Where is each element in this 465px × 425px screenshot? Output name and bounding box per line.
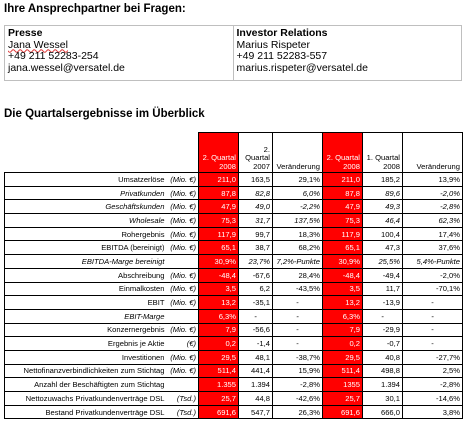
value-cell: 38,7: [239, 241, 273, 255]
value-cell: 137,5%: [273, 214, 323, 228]
table-row: [5, 200, 463, 214]
row-unit: (Mio. €): [167, 350, 199, 364]
value-cell: -: [273, 309, 323, 323]
column-header: 1. Quartal 2008: [363, 133, 403, 173]
value-cell: 49,3: [363, 200, 403, 214]
contact-email[interactable]: jana.wessel@versatel.de: [8, 61, 125, 74]
value-cell: -56,6: [239, 323, 273, 337]
value-cell: 87,8: [323, 186, 363, 200]
contact-email[interactable]: marius.rispeter@versatel.de: [236, 61, 368, 74]
value-cell: -: [363, 309, 403, 323]
table-row: [5, 173, 463, 187]
ir-contact: [233, 26, 462, 81]
row-label: EBITDA (bereinigt): [5, 241, 167, 255]
value-cell: -2,2%: [273, 200, 323, 214]
value-cell: 65,1: [199, 241, 239, 255]
value-cell: 7,2%-Punkte: [273, 255, 323, 269]
contact-phone: +49 211 52283-254: [8, 50, 99, 62]
row-label: EBIT-Marge: [5, 309, 167, 323]
value-cell: 49,0: [239, 200, 273, 214]
value-cell: 6,3%: [323, 309, 363, 323]
row-label: Nettofinanzverbindlichkeiten zum Stichtag: [5, 364, 167, 378]
value-cell: 87,8: [199, 186, 239, 200]
value-cell: -2,0%: [403, 186, 463, 200]
value-cell: 68,2%: [273, 241, 323, 255]
value-cell: 100,4: [363, 227, 403, 241]
row-unit: (Mio. €): [167, 323, 199, 337]
row-unit: (€): [167, 337, 199, 351]
value-cell: 117,9: [199, 227, 239, 241]
value-cell: -2,0%: [403, 268, 463, 282]
row-unit: (Mio. €): [167, 282, 199, 296]
value-cell: 13,9%: [403, 173, 463, 187]
table-row: [5, 364, 463, 378]
value-cell: 13,2: [323, 296, 363, 310]
value-cell: 82,8: [239, 186, 273, 200]
value-cell: 46,4: [363, 214, 403, 228]
value-cell: 47,3: [363, 241, 403, 255]
value-cell: 13,2: [199, 296, 239, 310]
value-cell: 62,3%: [403, 214, 463, 228]
contacts-table: [4, 25, 462, 81]
value-cell: 0,2: [199, 337, 239, 351]
value-cell: 29,5: [323, 350, 363, 364]
value-cell: 7,9: [199, 323, 239, 337]
row-unit: (Mio. €): [167, 214, 199, 228]
column-header: 2. Quartal 2007: [239, 133, 273, 173]
table-row: [5, 378, 463, 392]
value-cell: 17,4%: [403, 227, 463, 241]
row-unit: (Mio. €): [167, 173, 199, 187]
value-cell: 25,7: [199, 392, 239, 406]
value-cell: 30,1: [363, 392, 403, 406]
row-unit: (Mio. €): [167, 200, 199, 214]
value-cell: 666,0: [363, 405, 403, 419]
row-label: Rohergebnis: [5, 227, 167, 241]
value-cell: -48,4: [199, 268, 239, 282]
value-cell: 44,8: [239, 392, 273, 406]
value-cell: -: [273, 337, 323, 351]
row-label: Nettozuwachs Privatkundenverträge DSL: [5, 392, 167, 406]
value-cell: -: [403, 309, 463, 323]
press-contact: [5, 26, 234, 81]
row-unit: [167, 309, 199, 323]
value-cell: 15,9%: [273, 364, 323, 378]
value-cell: 29,5: [199, 350, 239, 364]
value-cell: -49,4: [363, 268, 403, 282]
value-cell: 29,1%: [273, 173, 323, 187]
contact-name: Marius Rispeter: [236, 38, 311, 51]
row-label: Privatkunden: [5, 186, 167, 200]
column-header: 2. Quartal 2008: [199, 133, 239, 173]
value-cell: 185,2: [363, 173, 403, 187]
value-cell: 7,9: [323, 323, 363, 337]
value-cell: 211,0: [323, 173, 363, 187]
value-cell: -0,7: [363, 337, 403, 351]
value-cell: -42,6%: [273, 392, 323, 406]
value-cell: -2,8%: [403, 200, 463, 214]
value-cell: -2,8%: [273, 378, 323, 392]
value-cell: 1.355: [199, 378, 239, 392]
value-cell: -38,7%: [273, 350, 323, 364]
value-cell: -67,6: [239, 268, 273, 282]
value-cell: 65,1: [323, 241, 363, 255]
quarterly-results-table: [4, 132, 463, 419]
value-cell: -: [403, 337, 463, 351]
value-cell: 26,3%: [273, 405, 323, 419]
row-label: Bestand Privatkundenverträge DSL: [5, 405, 167, 419]
table-row: [5, 405, 463, 419]
table-row: [5, 392, 463, 406]
value-cell: 3,8%: [403, 405, 463, 419]
value-cell: 441,4: [239, 364, 273, 378]
contacts-heading: Ihre Ansprechpartner bei Fragen:: [4, 3, 186, 15]
value-cell: 89,6: [363, 186, 403, 200]
value-cell: 99,7: [239, 227, 273, 241]
value-cell: 3,5: [199, 282, 239, 296]
contact-title: Presse: [8, 27, 43, 39]
value-cell: 23,7%: [239, 255, 273, 269]
value-cell: 37,6%: [403, 241, 463, 255]
table-row: [5, 337, 463, 351]
results-heading: Die Quartalsergebnisse im Überblick: [4, 108, 205, 120]
value-cell: -70,1%: [403, 282, 463, 296]
value-cell: 6,2: [239, 282, 273, 296]
value-cell: 6,0%: [273, 186, 323, 200]
row-label: EBIT: [5, 296, 167, 310]
table-row: [5, 268, 463, 282]
value-cell: 0,2: [323, 337, 363, 351]
value-cell: 28,4%: [273, 268, 323, 282]
value-cell: 3,5: [323, 282, 363, 296]
value-cell: 31,7: [239, 214, 273, 228]
value-cell: 40,8: [363, 350, 403, 364]
value-cell: 511,4: [323, 364, 363, 378]
table-row: [5, 255, 463, 269]
value-cell: 117,9: [323, 227, 363, 241]
value-cell: 498,8: [363, 364, 403, 378]
value-cell: 691,6: [199, 405, 239, 419]
value-cell: 163,5: [239, 173, 273, 187]
value-cell: 75,3: [199, 214, 239, 228]
row-unit: [167, 255, 199, 269]
value-cell: 30,9%: [199, 255, 239, 269]
value-cell: 25,7: [323, 392, 363, 406]
column-header: Veränderung: [273, 133, 323, 173]
value-cell: 6,3%: [199, 309, 239, 323]
table-row: [5, 214, 463, 228]
table-row: [5, 350, 463, 364]
table-row: [5, 309, 463, 323]
value-cell: 30,9%: [323, 255, 363, 269]
row-label: Geschäftskunden: [5, 200, 167, 214]
row-unit: (Mio. €): [167, 227, 199, 241]
row-label: Wholesale: [5, 214, 167, 228]
value-cell: -14,6%: [403, 392, 463, 406]
row-unit: (Mio. €): [167, 364, 199, 378]
value-cell: 211,0: [199, 173, 239, 187]
row-label: Abschreibung: [5, 268, 167, 282]
table-row: [5, 241, 463, 255]
value-cell: -13,9: [363, 296, 403, 310]
value-cell: -29,9: [363, 323, 403, 337]
value-cell: 47,9: [323, 200, 363, 214]
row-label: Umsatzerlöse: [5, 173, 167, 187]
value-cell: -: [403, 323, 463, 337]
value-cell: 47,9: [199, 200, 239, 214]
table-row: [5, 323, 463, 337]
row-label: EBITDA-Marge bereinigt: [5, 255, 167, 269]
value-cell: 547,7: [239, 405, 273, 419]
value-cell: -: [273, 296, 323, 310]
contact-name-text: Jana Wessel: [8, 38, 68, 51]
value-cell: 25,5%: [363, 255, 403, 269]
column-header: Veränderung: [403, 133, 463, 173]
value-cell: -: [403, 296, 463, 310]
row-label: Einmalkosten: [5, 282, 167, 296]
value-cell: 18,3%: [273, 227, 323, 241]
value-cell: 2,5%: [403, 364, 463, 378]
row-unit: (Tsd.): [167, 392, 199, 406]
row-unit: (Mio. €): [167, 241, 199, 255]
value-cell: 11,7: [363, 282, 403, 296]
value-cell: 5,4%-Punkte: [403, 255, 463, 269]
contact-title: Investor Relations: [236, 27, 328, 39]
value-cell: 48,1: [239, 350, 273, 364]
table-row: [5, 186, 463, 200]
header-blank-cell: [5, 133, 199, 173]
table-row: [5, 296, 463, 310]
row-unit: (Mio. €): [167, 268, 199, 282]
row-unit: (Tsd.): [167, 405, 199, 419]
row-label: Ergebnis je Aktie: [5, 337, 167, 351]
value-cell: 1.394: [363, 378, 403, 392]
value-cell: -: [273, 323, 323, 337]
value-cell: -43,5%: [273, 282, 323, 296]
value-cell: 691,6: [323, 405, 363, 419]
table-row: [5, 227, 463, 241]
value-cell: 75,3: [323, 214, 363, 228]
table-header-row: [5, 133, 463, 173]
value-cell: -2,8%: [403, 378, 463, 392]
row-unit: (Mio. €): [167, 296, 199, 310]
column-header: 2. Quartal 2008: [323, 133, 363, 173]
value-cell: -35,1: [239, 296, 273, 310]
value-cell: 511,4: [199, 364, 239, 378]
row-label: Anzahl der Beschäftigten zum Stichtag: [5, 378, 167, 392]
contact-phone: +49 211 52283-557: [236, 50, 328, 62]
value-cell: -27,7%: [403, 350, 463, 364]
row-unit: [167, 378, 199, 392]
value-cell: -: [239, 309, 273, 323]
row-label: Investitionen: [5, 350, 167, 364]
value-cell: 1.394: [239, 378, 273, 392]
row-unit: (Mio. €): [167, 186, 199, 200]
value-cell: 1355: [323, 378, 363, 392]
value-cell: -1,4: [239, 337, 273, 351]
row-label: Konzernergebnis: [5, 323, 167, 337]
value-cell: -48,4: [323, 268, 363, 282]
table-row: [5, 282, 463, 296]
